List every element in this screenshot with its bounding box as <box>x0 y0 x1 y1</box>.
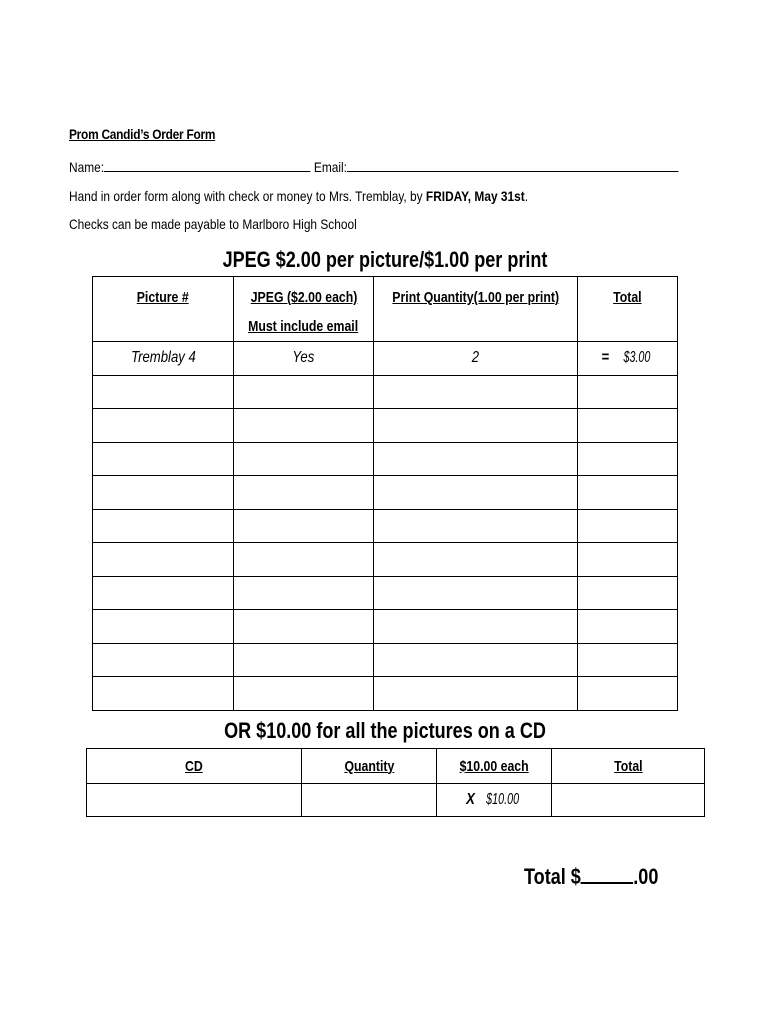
total-cell[interactable] <box>578 375 678 409</box>
instructions-text: Hand in order form along with check or money to Mrs. Tremblay, by <box>69 188 426 204</box>
quantity-cell[interactable] <box>373 476 577 510</box>
picture-cell[interactable] <box>93 576 234 610</box>
deadline-text: FRIDAY, May 31st <box>425 188 525 204</box>
table-row <box>93 342 678 376</box>
picture-cell[interactable] <box>93 375 234 409</box>
col-cd-quantity: Quantity <box>301 749 437 784</box>
picture-cell[interactable]: Tremblay 4 <box>93 342 234 376</box>
grand-total-suffix: .00 <box>633 864 659 889</box>
cd-quantity-cell[interactable] <box>301 784 437 817</box>
table-row <box>93 509 678 543</box>
total-cell[interactable]: = $3.00 <box>578 342 678 376</box>
cd-each-cell: X $10.00 <box>437 784 552 817</box>
picture-cell[interactable] <box>93 409 234 443</box>
grand-total-field[interactable] <box>581 862 633 884</box>
cd-section-heading: OR $10.00 for all the pictures on a CD <box>224 718 546 743</box>
quantity-cell[interactable] <box>373 509 577 543</box>
quantity-cell[interactable] <box>373 442 577 476</box>
total-cell[interactable] <box>578 543 678 577</box>
instructions-period: . <box>524 188 528 204</box>
name-label: Name: <box>69 159 105 175</box>
table-row <box>93 442 678 476</box>
quantity-cell[interactable]: 2 <box>373 342 577 376</box>
jpeg-cell[interactable] <box>234 610 374 644</box>
jpeg-cell[interactable]: Yes <box>234 342 374 376</box>
col-cd: CD <box>87 749 302 784</box>
table-row <box>93 476 678 510</box>
total-cell[interactable] <box>578 509 678 543</box>
picture-cell[interactable] <box>93 442 234 476</box>
instructions-line <box>69 188 528 204</box>
total-cell[interactable] <box>578 409 678 443</box>
table-row <box>93 610 678 644</box>
table-row <box>93 375 678 409</box>
jpeg-cell[interactable] <box>234 375 374 409</box>
table-row <box>93 409 678 443</box>
jpeg-cell[interactable] <box>234 543 374 577</box>
table-header-row <box>93 277 678 342</box>
col-cd-each: $10.00 each <box>437 749 552 784</box>
jpeg-cell[interactable] <box>234 409 374 443</box>
grand-total <box>524 862 658 890</box>
jpeg-cell[interactable] <box>234 677 374 711</box>
table-row <box>93 543 678 577</box>
table-row <box>93 643 678 677</box>
table-header-row <box>87 749 705 784</box>
total-cell[interactable] <box>578 643 678 677</box>
quantity-cell[interactable] <box>373 543 577 577</box>
picture-cell[interactable] <box>93 677 234 711</box>
quantity-cell[interactable] <box>373 409 577 443</box>
table-row <box>93 576 678 610</box>
jpeg-cell[interactable] <box>234 643 374 677</box>
cd-order-table <box>86 748 705 817</box>
jpeg-cell[interactable] <box>234 576 374 610</box>
jpeg-section-heading: JPEG $2.00 per picture/$1.00 per print <box>222 247 548 272</box>
total-cell[interactable] <box>578 677 678 711</box>
quantity-cell[interactable] <box>373 375 577 409</box>
total-cell[interactable] <box>578 442 678 476</box>
payable-line: Checks can be made payable to Marlboro High School <box>69 216 357 232</box>
picture-cell[interactable] <box>93 543 234 577</box>
total-cell[interactable] <box>578 476 678 510</box>
jpeg-order-table <box>92 276 678 711</box>
total-cell[interactable] <box>578 610 678 644</box>
cd-total-cell[interactable] <box>552 784 705 817</box>
quantity-cell[interactable] <box>373 576 577 610</box>
col-picture: Picture # <box>93 277 234 342</box>
jpeg-cell[interactable] <box>234 476 374 510</box>
total-cell[interactable] <box>578 576 678 610</box>
email-field[interactable] <box>347 157 679 172</box>
quantity-cell[interactable] <box>373 677 577 711</box>
form-title: Prom Candid’s Order Form <box>69 126 216 142</box>
col-cd-total: Total <box>552 749 705 784</box>
grand-total-label: Total $ <box>524 864 581 889</box>
col-print-quantity: Print Quantity(1.00 per print) <box>373 277 577 342</box>
picture-cell[interactable] <box>93 476 234 510</box>
col-total: Total <box>578 277 678 342</box>
picture-cell[interactable] <box>93 509 234 543</box>
table-row <box>87 784 705 817</box>
name-email-line <box>69 157 678 175</box>
jpeg-cell[interactable] <box>234 509 374 543</box>
picture-cell[interactable] <box>93 610 234 644</box>
col-jpeg: JPEG ($2.00 each) Must include email <box>234 277 374 342</box>
quantity-cell[interactable] <box>373 610 577 644</box>
email-label: Email: <box>313 159 347 175</box>
table-row <box>93 677 678 711</box>
picture-cell[interactable] <box>93 643 234 677</box>
quantity-cell[interactable] <box>373 643 577 677</box>
cd-cell[interactable] <box>87 784 302 817</box>
jpeg-cell[interactable] <box>234 442 374 476</box>
name-field[interactable] <box>104 157 311 172</box>
